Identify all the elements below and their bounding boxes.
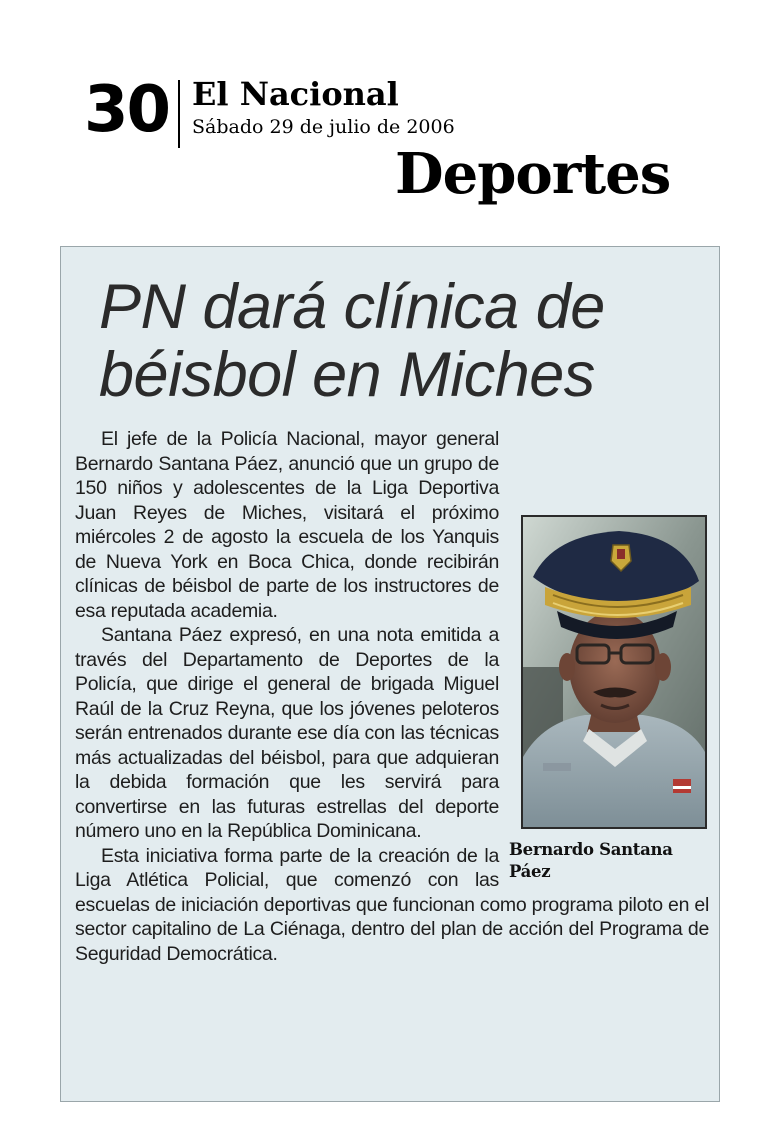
article-paragraph: Santana Páez expresó, en una nota emitida a través del Departamento de Deportes de la Policía, que dirige el general de brigada Miguel Raúl de la Cruz Reyna, que los jóvenes peloteros serán entrenados durante ese día con las técnicas más actualizadas del béisbol, para que adquieran la debida formación que les servirá para convertirse en las futuras estrellas del deporte número uno en la República Dominicana. [75,624,499,842]
officer-photo [521,515,707,829]
publication-date: Sábado 29 de julio de 2006 [192,116,455,138]
section-title: Deportes [395,141,671,207]
officer-portrait-image [523,517,705,827]
photo-caption: Bernardo Santana Páez [509,840,673,881]
article-headline: PN dará clínica de béisbol en Miches [99,272,605,410]
article-paragraph: Esta iniciativa forma parte de la creación de la Liga Atlética Policial, que comenzó con las escuelas de iniciación deportivas que funcionan como programa piloto en el sector capitalino de La Ciénaga, dentro del plan de acción del Programa de Seguridad Democrática. [75,844,709,965]
page-number: 30 [84,73,170,147]
newspaper-name: El Nacional [192,75,399,113]
article-paragraph: El jefe de la Policía Nacional, mayor general Bernardo Santana Páez, anunció que un grupo de 150 niños y adolescentes de la Liga Deportiva Juan Reyes de Miches, visitará el próximo miércoles 2 de agosto la escuela de los Yanquis de Nueva York en Boca Chica, donde recibirán clínicas de béisbol de parte de los instructores de esa reputada academia. [75,428,499,622]
masthead [0,0,781,230]
article-body [75,427,709,966]
article-clipping [60,246,720,1102]
photo-block [509,515,709,887]
masthead-divider [178,80,180,148]
